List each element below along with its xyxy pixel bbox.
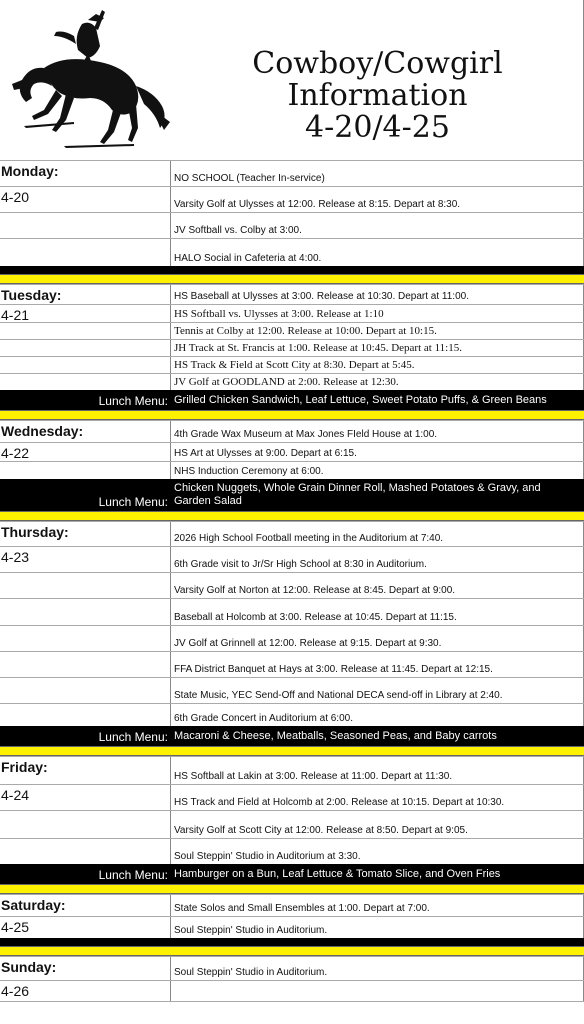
event-text: Varsity Golf at Norton at 12:00. Release at 8:45. Depart at 9:00.: [171, 573, 584, 598]
day-name: Thursday:: [1, 524, 69, 540]
table-row: [0, 238, 584, 266]
header: [0, 0, 584, 160]
table-row: [0, 651, 584, 677]
lunch-menu-label: Lunch Menu:: [98, 868, 168, 882]
event-text: JV Golf at Grinnell at 12:00. Release at 9:15. Depart at 9:30.: [171, 626, 584, 651]
day-date: 4-21: [1, 307, 30, 323]
divider-bar: [0, 946, 584, 956]
event-text: FFA District Banquet at Hays at 3:00. Release at 11:45. Depart at 12:15.: [171, 652, 584, 677]
day-date: 4-25: [1, 919, 30, 935]
table-row: [0, 339, 584, 356]
table-row: [0, 212, 584, 238]
table-row: [0, 756, 584, 784]
event-text: Baseball at Holcomb at 3:00. Release at 10:45. Depart at 11:15.: [171, 599, 584, 625]
day-name: Friday:: [1, 759, 48, 775]
lunch-menu-text: Chicken Nuggets, Whole Grain Dinner Roll, Mashed Potatoes & Gravy, and: [174, 482, 541, 494]
event-text: Varsity Golf at Scott City at 12:00. Release at 8:50. Depart at 9:05.: [171, 811, 584, 838]
divider-bar: [0, 410, 584, 420]
bucking-horse-rider-icon: [4, 6, 174, 154]
table-row: [0, 284, 584, 304]
lunch-menu-text: Garden Salad: [174, 495, 242, 507]
table-row: [0, 186, 584, 212]
event-text: HS Art at Ulysses at 9:00. Depart at 6:15.: [171, 443, 584, 461]
table-row: [0, 894, 584, 916]
lunch-menu-row: [0, 726, 584, 746]
lunch-menu-row: [0, 390, 584, 410]
lunch-menu-label: Lunch Menu:: [98, 394, 168, 408]
table-row: [0, 784, 584, 810]
day-name: Saturday:: [1, 897, 66, 913]
event-text: Soul Steppin' Studio in Auditorium.: [171, 957, 584, 980]
table-row: [0, 160, 584, 186]
lunch-menu-label: Lunch Menu:: [98, 730, 168, 744]
event-text: HS Track & Field at Scott City at 8:30. Depart at 5:45.: [171, 357, 584, 373]
event-text: HS Baseball at Ulysses at 3:00. Release at 10:30. Depart at 11:00.: [171, 285, 584, 304]
table-row: [0, 442, 584, 461]
lunch-menu-row: [0, 864, 584, 884]
event-text: Varsity Golf at Ulysses at 12:00. Release at 8:15. Depart at 8:30.: [171, 187, 584, 212]
table-row: [0, 598, 584, 625]
day-date: 4-24: [1, 787, 30, 803]
event-text: JV Softball vs. Colby at 3:00.: [171, 213, 584, 238]
title-line-1: Cowboy/Cowgirl: [252, 46, 503, 81]
table-row: [0, 838, 584, 864]
schedule-table: [0, 160, 584, 1002]
day-name: Monday:: [1, 163, 59, 179]
lunch-menu-text: Macaroni & Cheese, Meatballs, Seasoned Peas, and Baby carrots: [174, 729, 497, 742]
table-row: [0, 677, 584, 703]
day-name: Tuesday:: [1, 287, 62, 303]
table-row: [0, 810, 584, 838]
day-name: Sunday:: [1, 959, 57, 975]
table-row: [0, 356, 584, 373]
event-text: JH Track at St. Francis at 1:00. Release at 10:45. Depart at 11:15.: [171, 340, 584, 356]
event-text: NHS Induction Ceremony at 6:00.: [171, 462, 584, 479]
table-row: [0, 703, 584, 726]
divider-bar: [0, 266, 584, 274]
event-text: HS Softball at Lakin at 3:00. Release at 11:00. Depart at 11:30.: [171, 757, 584, 784]
day-date: 4-22: [1, 445, 30, 461]
table-row: [0, 521, 584, 546]
page-title: [175, 48, 580, 144]
divider-bar: [0, 274, 584, 284]
table-row: [0, 546, 584, 572]
event-text: 6th Grade visit to Jr/Sr High School at 8:30 in Auditorium.: [171, 547, 584, 572]
lunch-menu-row: [0, 479, 584, 511]
lunch-menu-label: Lunch Menu:: [98, 495, 168, 509]
table-row: [0, 373, 584, 390]
event-text: 2026 High School Football meeting in the Auditorium at 7:40.: [171, 522, 584, 546]
event-text: Soul Steppin' Studio in Auditorium.: [171, 917, 584, 938]
divider-bar: [0, 511, 584, 521]
day-date: 4-20: [1, 189, 30, 205]
event-text: HS Softball vs. Ulysses at 3:00. Release at 1:10: [171, 305, 584, 322]
table-row: [0, 304, 584, 322]
divider-bar: [0, 884, 584, 894]
event-text: State Solos and Small Ensembles at 1:00. Depart at 7:00.: [171, 895, 584, 916]
table-row: [0, 956, 584, 980]
day-date: 4-26: [1, 983, 30, 999]
day-name: Wednesday:: [1, 423, 84, 439]
event-text: 4th Grade Wax Museum at Max Jones FIeld House at 1:00.: [171, 421, 584, 442]
table-row: [0, 322, 584, 339]
table-row: [0, 916, 584, 938]
title-line-2: Information: [287, 78, 468, 113]
lunch-menu-text: Grilled Chicken Sandwich, Leaf Lettuce, Sweet Potato Puffs, & Green Beans: [174, 393, 547, 406]
table-row: [0, 461, 584, 479]
day-date: 4-23: [1, 549, 30, 565]
divider-bar: [0, 746, 584, 756]
table-row: [0, 420, 584, 442]
event-text: NO SCHOOL (Teacher In-service): [171, 161, 584, 186]
divider-bar: [0, 938, 584, 946]
title-line-3: 4-20/4-25: [305, 110, 450, 145]
event-text: Tennis at Colby at 12:00. Release at 10:00. Depart at 10:15.: [171, 323, 584, 339]
event-text: HS Track and Field at Holcomb at 2:00. Release at 10:15. Depart at 10:30.: [171, 785, 584, 810]
event-text: 6th Grade Concert in Auditorium at 6:00.: [171, 704, 584, 726]
event-text: HALO Social in Cafeteria at 4:00.: [171, 239, 584, 266]
table-row: [0, 572, 584, 598]
event-text: State Music, YEC Send-Off and National DECA send-off in Library at 2:40.: [171, 678, 584, 703]
table-row: [0, 980, 584, 1002]
event-text: Soul Steppin' Studio in Auditorium at 3:30.: [171, 839, 584, 864]
event-text: JV Golf at GOODLAND at 2:00. Release at 12:30.: [171, 374, 584, 390]
table-row: [0, 625, 584, 651]
lunch-menu-text: Hamburger on a Bun, Leaf Lettuce & Tomato Slice, and Oven Fries: [174, 867, 501, 880]
